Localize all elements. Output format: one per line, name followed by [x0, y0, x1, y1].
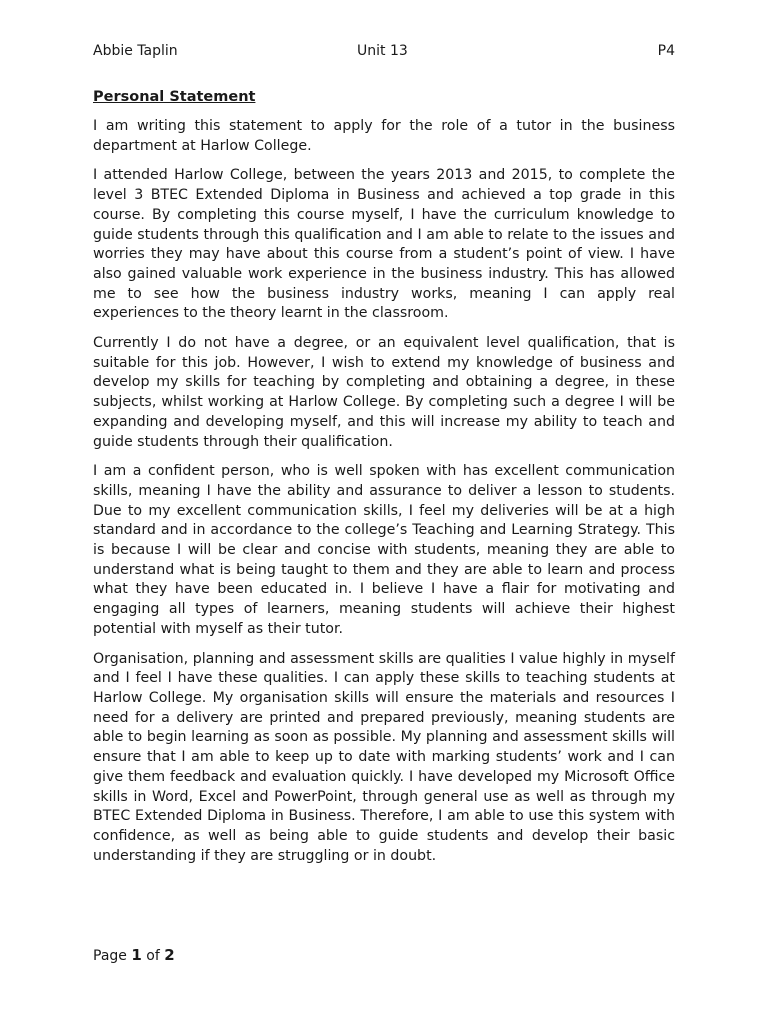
document-title: Personal Statement: [93, 89, 256, 105]
paragraph-intro: I am writing this statement to apply for the role of a tutor in the business department at Harlow College.: [93, 118, 675, 154]
footer-page-current: 1: [131, 946, 142, 964]
paragraph-qualification: Currently I do not have a degree, or an equivalent level qualification, that is suitable for this job. However, I wish to extend my knowledge of business and develop my skills for teaching by completing and obtaining a degree, in these subjects, whilst working at Harlow College. By completing such a degree I will be expanding and developing myself, and this will increase my ability to teach and guide students through their qualification.: [93, 335, 675, 450]
paragraph-communication: I am a confident person, who is well spoken with has excellent communication skills, meaning I have the ability and assurance to deliver a lesson to students. Due to my excellent communication skills, I feel my deliveries will be at a high standard and in accordance to the college’s Teaching and Learning Strategy. This is because I will be clear and concise with students, meaning they are able to understand what is being taught to them and they are able to learn and process what they have been educated in. I believe I have a flair for motivating and engaging all types of learners, meaning students will achieve their highest potential with myself as their tutor.: [93, 463, 675, 637]
header-author: Abbie Taplin: [93, 43, 178, 59]
page-header: [93, 42, 675, 60]
document-page: [93, 42, 675, 866]
paragraph-education: I attended Harlow College, between the years 2013 and 2015, to complete the level 3 BTEC Extended Diploma in Business and achieved a top grade in this course. By completing this course myself, I have the curriculum knowledge to guide students through this qualification and I am able to relate to the issues and worries they may have about this course from a student’s point of view. I have also gained valuable work experience in the business industry. This has allowed me to see how the business industry works, meaning I can apply real experiences to the theory learnt in the classroom.: [93, 167, 675, 322]
page-footer: [93, 946, 175, 965]
header-code: P4: [657, 43, 675, 59]
header-unit: Unit 13: [357, 43, 408, 59]
footer-page-prefix: Page: [93, 948, 127, 964]
paragraph-organisation: Organisation, planning and assessment skills are qualities I value highly in myself and I feel I have these qualities. I can apply these skills to teaching students at Harlow College. My organisation skills will ensure the materials and resources I need for a delivery are printed and prepared previously, meaning students are able to begin learning as soon as possible. My planning and assessment skills will ensure that I am able to keep up to date with marking students’ work and I can give them feedback and evaluation quickly. I have developed my Microsoft Office skills in Word, Excel and PowerPoint, through general use as well as through my BTEC Extended Diploma in Business. Therefore, I am able to use this system with confidence, as well as being able to guide students and develop their basic understanding if they are struggling or in doubt.: [93, 650, 675, 864]
footer-page-total: 2: [164, 946, 175, 964]
footer-page-separator: of: [146, 948, 160, 964]
